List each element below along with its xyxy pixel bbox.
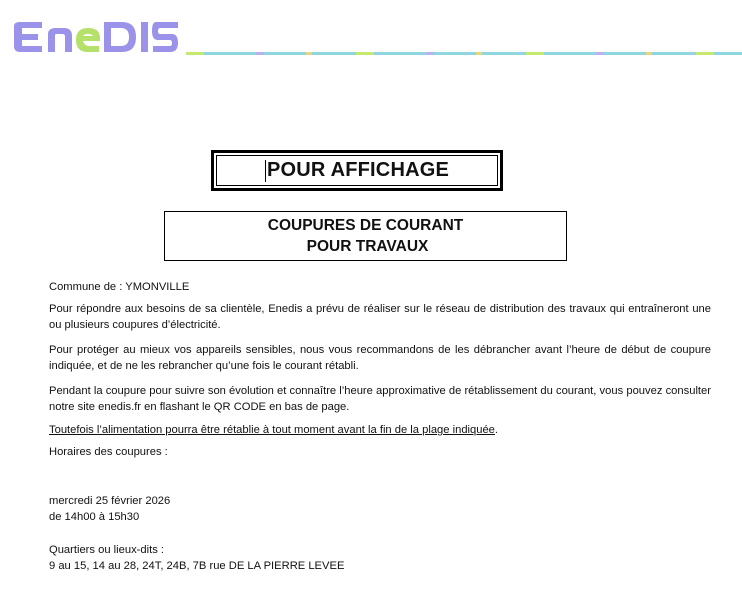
enedis-logo bbox=[12, 16, 180, 58]
notice-period: . bbox=[494, 424, 499, 436]
paragraph-appareils: Pour protéger au mieux vos appareils sensibles, nous vous recommandons de les débrancher avant l’heure de début de coupure indiquée, et de ne les rebrancher qu’une fois le courant rétabli. bbox=[49, 344, 711, 372]
brand-divider-line bbox=[186, 52, 742, 55]
affichage-frame bbox=[211, 150, 503, 191]
horaires-label: Horaires des coupures : bbox=[49, 446, 168, 458]
coupure-time: de 14h00 à 15h30 bbox=[49, 511, 140, 523]
coupures-title-box bbox=[164, 211, 567, 261]
notice-underlined-text: Toutefois l’alimentation pourra être rétablie à tout moment avant la fin de la plage indiquée bbox=[49, 424, 495, 436]
quartiers-list: 9 au 15, 14 au 28, 24T, 24B, 7B rue DE LA PIERRE LEVEE bbox=[49, 560, 345, 572]
affichage-title-box bbox=[216, 155, 498, 186]
notice-line bbox=[49, 422, 711, 438]
commune-line: Commune de : YMONVILLE bbox=[49, 281, 190, 293]
coupure-date: mercredi 25 février 2026 bbox=[49, 495, 171, 507]
coupures-title-line1: COUPURES DE COURANT bbox=[267, 217, 464, 234]
quartiers-label: Quartiers ou lieux-dits : bbox=[49, 544, 165, 556]
affichage-title: POUR AFFICHAGE bbox=[266, 159, 450, 181]
notice-body bbox=[49, 279, 711, 574]
text-cursor bbox=[265, 160, 266, 182]
paragraph-besoins: Pour répondre aux besoins de sa clientèle, Enedis a prévu de réaliser sur le réseau de distribution des travaux qui entraîneront une ou plusieurs coupures d’électricité. bbox=[49, 303, 711, 331]
coupures-title-line2: POUR TRAVAUX bbox=[306, 238, 429, 255]
paragraph-suivi: Pendant la coupure pour suivre son évolution et connaître l’heure approximative de rétablissement du courant, vous pouvez consulter notre site enedis.fr en flashant le QR CODE en bas de page. bbox=[49, 385, 711, 413]
